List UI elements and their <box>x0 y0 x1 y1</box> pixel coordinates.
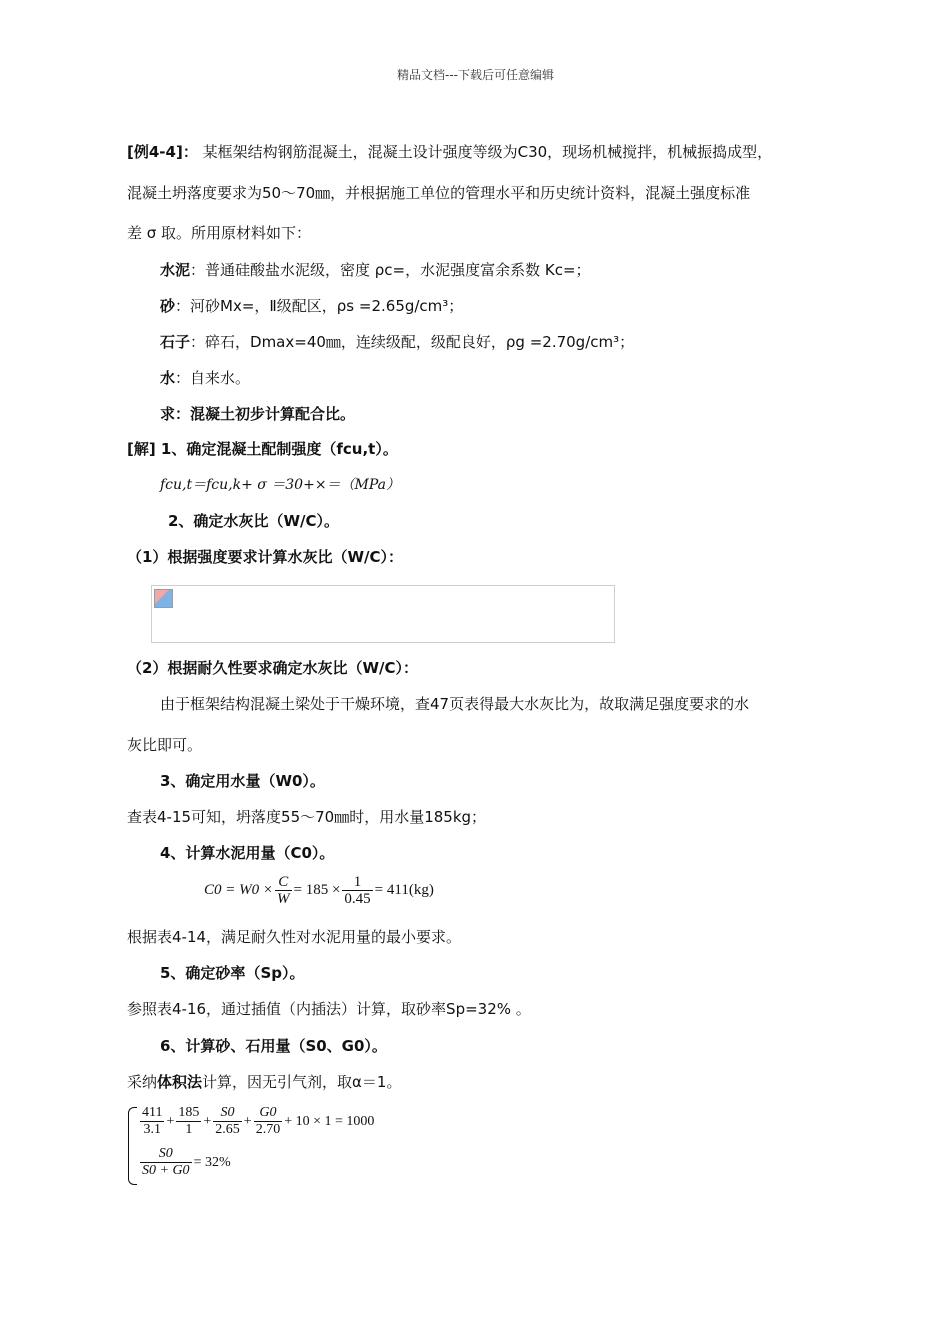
sand-text: ：河砂Mx=，Ⅱ级配区，ρs =2.65g/cm³； <box>175 297 464 315</box>
material-water <box>160 367 250 388</box>
step-4-text: 根据表4-14，满足耐久性对水泥用量的最小要求。 <box>127 928 462 946</box>
eq1-frac-1 <box>140 1105 164 1138</box>
formula-frac-wc <box>342 874 372 907</box>
frac-den: W <box>277 891 290 907</box>
cement-label: 水泥 <box>160 261 191 279</box>
formula-frac-cw <box>275 874 292 907</box>
material-cement <box>160 259 591 280</box>
example-text-1: 某框架结构钢筋混凝土，混凝土设计强度等级为C30，现场机械搅拌，机械振捣成型， <box>202 143 773 161</box>
step-2-1-heading: （1）根据强度要求计算水灰比（W/C）： <box>127 548 403 566</box>
example-line-1 <box>127 141 772 162</box>
page-header: 精品文档---下载后可任意编辑 <box>397 68 554 82</box>
frac-num: S0 <box>140 1146 192 1163</box>
eq2-tail: = 32% <box>193 1154 231 1170</box>
stone-text: ：碎石，Dmax=40㎜，连续级配，级配良好，ρg =2.70g/cm³； <box>190 333 635 351</box>
formula-rhs: = 411(kg) <box>374 882 434 898</box>
plus-sign: + <box>243 1113 252 1129</box>
frac-num: 185 <box>178 1105 200 1120</box>
frac-num: 411 <box>142 1105 163 1120</box>
step-2-2-heading: （2）根据耐久性要求确定水灰比（W/C）： <box>127 659 418 677</box>
cement-text: ：普通硅酸盐水泥级，密度 ρc=，水泥强度富余系数 Kc=； <box>190 261 591 279</box>
step-4-heading: 4、计算水泥用量（C0）。 <box>160 844 335 862</box>
frac-num: G0 <box>254 1105 283 1122</box>
sand-label: 砂 <box>160 297 176 315</box>
step-2-heading: 2、确定水灰比（W/C）。 <box>168 512 339 530</box>
broken-image-placeholder <box>151 585 615 643</box>
example-label: [例4-4] <box>127 143 183 161</box>
frac-num: S0 <box>213 1105 242 1122</box>
plus-sign: + <box>166 1113 175 1129</box>
step-6-heading: 6、计算砂、石用量（S0、G0）。 <box>160 1037 387 1055</box>
formula-lhs: C0 = W0 × <box>204 882 273 898</box>
step-6-text-b: 体积法 <box>157 1073 203 1091</box>
step-1-heading: [解] 1、确定混凝土配制强度（fcu,t）。 <box>127 440 398 458</box>
water-text: ：自来水。 <box>175 369 251 387</box>
step-2-2-line-1: 由于框架结构混凝土梁处于干燥环境，查47页表得最大水灰比为，故取满足强度要求的水 <box>160 695 750 713</box>
broken-image-icon <box>154 589 173 608</box>
frac-den: 1 <box>185 1122 193 1137</box>
eq1-frac-4 <box>254 1105 283 1138</box>
frac-num: C <box>275 874 292 891</box>
water-label: 水 <box>160 369 176 387</box>
step-6-text <box>127 1071 401 1092</box>
equation-2 <box>138 1146 231 1179</box>
step-5-heading: 5、确定砂率（Sp）。 <box>160 964 305 982</box>
step-4-formula <box>204 874 434 907</box>
frac-den: 3.1 <box>143 1122 161 1137</box>
equation-1 <box>138 1105 374 1138</box>
step-3-heading: 3、确定用水量（W0）。 <box>160 772 325 790</box>
step-3-text: 查表4-15可知，坍落度55～70㎜时，用水量185kg； <box>127 808 487 826</box>
formula-mid: = 185 × <box>293 882 341 898</box>
stone-label: 石子 <box>160 333 191 351</box>
frac-den: S0 + G0 <box>142 1163 190 1178</box>
plus-sign: + <box>203 1113 212 1129</box>
example-line-3: 差 σ 取。所用原材料如下： <box>127 224 312 242</box>
material-sand <box>160 295 463 316</box>
example-line-2: 混凝土坍落度要求为50～70㎜，并根据施工单位的管理水平和历史统计资料，混凝土强度标准 <box>127 184 751 202</box>
step-6-text-c: 计算，因无引气剂，取α＝1。 <box>202 1073 402 1091</box>
frac-den: 2.65 <box>215 1122 240 1137</box>
equation-brace <box>128 1107 137 1185</box>
frac-den: 2.70 <box>255 1122 281 1137</box>
eq2-frac <box>140 1146 192 1179</box>
eq1-frac-2 <box>176 1105 201 1138</box>
eq1-frac-3 <box>213 1105 242 1138</box>
example-sep: ： <box>182 143 198 161</box>
task-ask: 求：混凝土初步计算配合比。 <box>160 405 356 423</box>
step-5-text: 参照表4-16，通过插值（内插法）计算，取砂率Sp=32% 。 <box>127 1000 531 1018</box>
step-2-2-line-2: 灰比即可。 <box>127 736 203 754</box>
step-1-formula: fcu,t＝fcu,k+ σ ＝30+×＝（MPa） <box>160 477 401 493</box>
material-stone <box>160 331 634 352</box>
step-6-text-a: 采纳 <box>127 1073 158 1091</box>
eq1-tail: + 10 × 1 = 1000 <box>284 1113 375 1129</box>
frac-num: 1 <box>342 874 372 891</box>
frac-den: 0.45 <box>344 891 371 907</box>
